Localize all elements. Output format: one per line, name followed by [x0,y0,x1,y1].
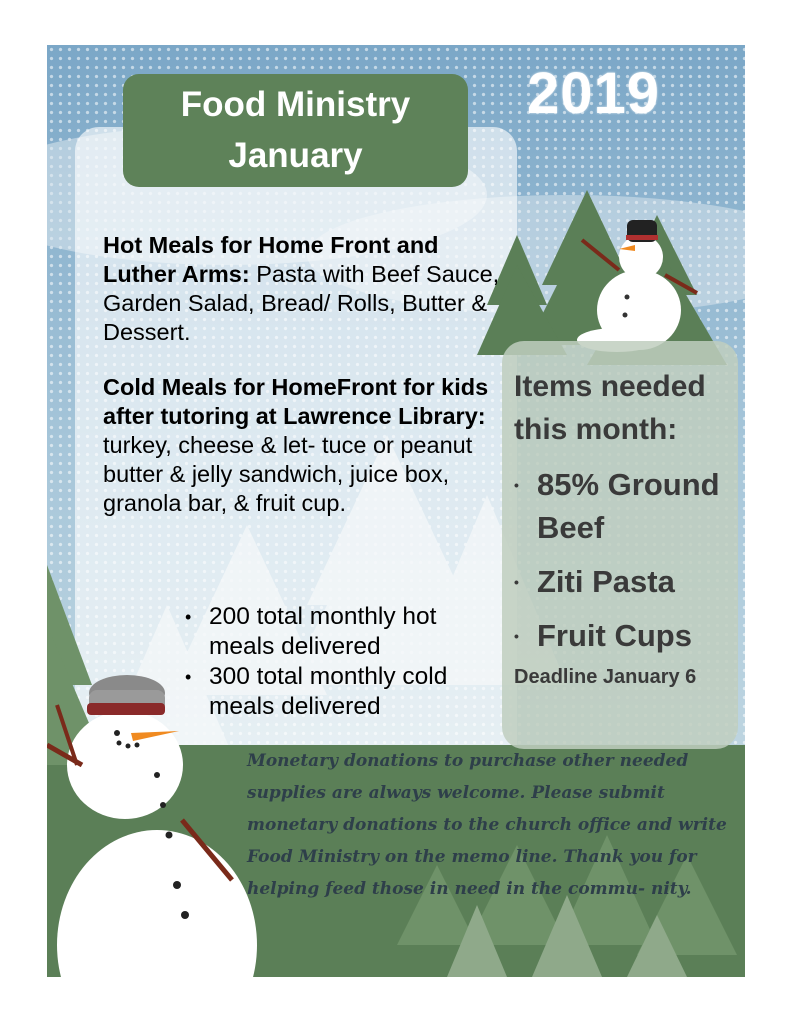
hot-meals-heading: Hot Meals for Home Front and Luther Arms: [103,232,439,287]
cold-meals-menu: turkey, cheese & let- tuce or peanut butter & jelly sandwich, juice box, granola bar, & fruit cup. [103,432,473,516]
donations-note: Monetary donations to purchase other needed supplies are always welcome. Please submit monetary donations to the church office and write Food Ministry on the memo line. Thank you for helping feed those in need in the commu- nity. [247,751,727,899]
year-label: 2019 [527,61,661,126]
title-line-2: January [228,136,363,175]
list-item: • 300 total monthly cold meals delivered [183,662,503,722]
flyer [47,45,745,977]
list-item: • 85% Ground Beef [514,463,728,549]
items-needed-heading: Items needed this month: [514,370,706,446]
deadline-label: Deadline January 6 [514,666,697,688]
list-item: • Ziti Pasta [514,560,728,603]
cold-meals-heading: Cold Meals for HomeFront for kids after tutoring at Lawrence Library: [103,374,489,429]
meal-stats-list [183,602,503,722]
list-item: • 200 total monthly hot meals delivered [183,602,503,662]
cold-meals-paragraph [103,373,503,518]
title-banner [123,74,468,187]
list-item: • Fruit Cups [514,614,728,657]
title-line-1: Food Ministry [180,85,411,124]
items-needed-list [514,463,728,657]
hot-meals-paragraph [103,231,503,347]
hot-meals-menu: Pasta with Beef Sauce, Garden Salad, Bread/ Rolls, Butter & Dessert. [103,261,500,345]
items-needed-panel [502,341,738,749]
meals-description [103,231,503,544]
